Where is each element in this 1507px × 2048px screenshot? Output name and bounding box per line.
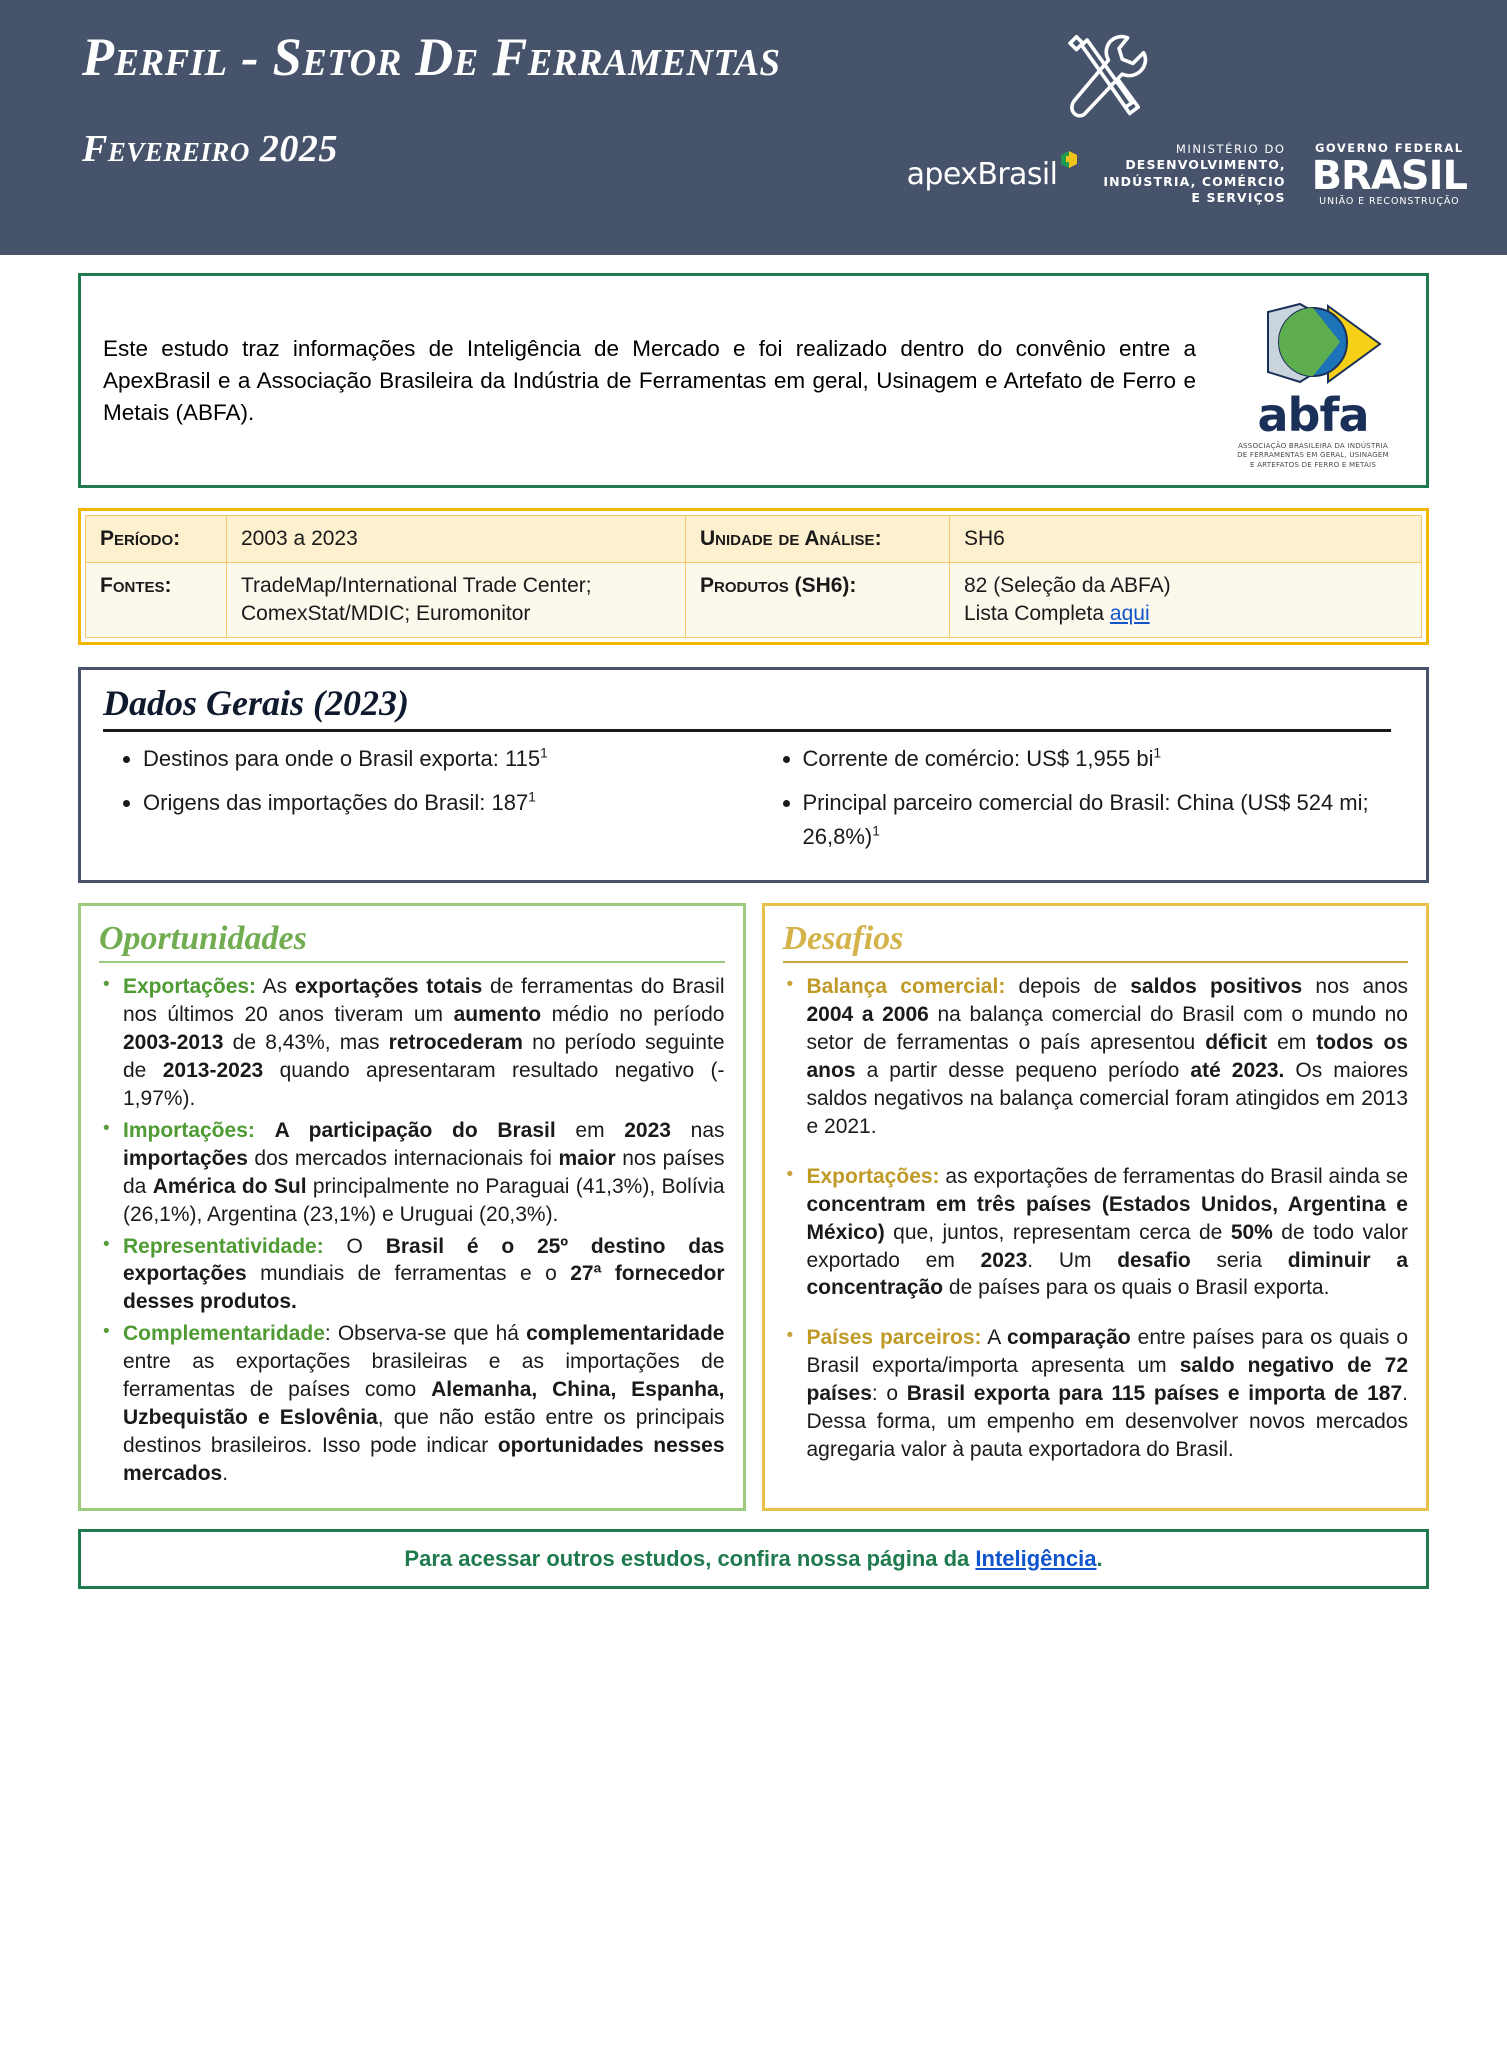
list-item-body: as exportações de ferramentas do Brasil ainda se concentram em três países (Estados Unidos, Argentina e México) que, juntos, representam cerca de 50% de todo valor exportado em 2023. Um desafio seria diminuir a concentração de países para os quais o Brasil exporta.	[806, 1164, 1408, 1300]
page-title: Perfil - Setor De Ferramentas	[82, 27, 781, 87]
list-item-text: Principal parceiro comercial do Brasil: China (US$ 524 mi; 26,8%)	[802, 789, 1369, 849]
abfa-emblem-icon	[1228, 292, 1398, 396]
desafios-panel	[762, 903, 1430, 1511]
footer-text	[91, 1546, 1416, 1572]
list-item	[123, 1233, 725, 1317]
lista-completa-link[interactable]: aqui	[1109, 602, 1150, 626]
list-item	[143, 786, 745, 820]
oportunidades-divider	[99, 961, 725, 963]
dados-gerais-title: Dados Gerais (2023)	[103, 682, 409, 723]
abfa-subtitle-line-3: E ARTEFATOS DE FERRO E METAIS	[1249, 459, 1377, 469]
inteligencia-link[interactable]: Inteligência	[975, 1545, 1097, 1571]
metadata-table	[85, 515, 1422, 638]
list-item	[123, 1320, 725, 1488]
page-body	[0, 273, 1507, 1589]
footer-text-before: Para acessar outros estudos, confira nossa página da	[404, 1545, 976, 1571]
metadata-box	[78, 508, 1429, 645]
produtos-line-1: 82 (Seleção da ABFA)	[964, 574, 1171, 598]
apexbrasil-logo	[907, 157, 1078, 192]
list-item-footnote: 1	[540, 745, 548, 761]
mdic-line-2: DESENVOLVIMENTO,	[1125, 157, 1286, 173]
table-row	[86, 563, 1422, 638]
abfa-logo	[1218, 292, 1408, 469]
oportunidades-panel	[78, 903, 746, 1511]
list-item-body: O Brasil é o 25º destino das exportações mundiais de ferramentas e o 27ª fornecedor desses produtos.	[123, 1234, 725, 1314]
list-item	[143, 742, 745, 776]
governo-federal-brasil-text: BRASIL	[1311, 152, 1467, 199]
list-item-text: Origens das importações do Brasil: 187	[143, 789, 529, 815]
list-item-footnote: 1	[528, 789, 536, 805]
page-date: Fevereiro 2025	[82, 128, 338, 170]
apexbrasil-flag-icon	[1061, 151, 1077, 170]
fontes-label: Fontes:	[86, 563, 227, 638]
list-item	[807, 1163, 1409, 1303]
mdic-logo	[1103, 142, 1285, 207]
list-item-text: Destinos para onde o Brasil exporta: 115	[143, 745, 541, 771]
periodo-label: Período:	[86, 516, 227, 563]
abfa-subtitle-line-1: ASSOCIAÇÃO BRASILEIRA DA INDÚSTRIA	[1238, 440, 1388, 450]
header-logos	[907, 142, 1467, 207]
fontes-line-1: TradeMap/International Trade Center;	[241, 574, 592, 598]
list-item-lead: Importações:	[123, 1118, 255, 1142]
desafios-title: Desafios	[782, 919, 904, 957]
list-item-lead: Países parceiros:	[806, 1326, 982, 1350]
list-item-body: depois de saldos positivos nos anos 2004 a 2006 na balança comercial do Brasil com o mundo no setor de ferramentas o país apresentou déficit em todos os anos a partir desse pequeno período até 2023. Os maiores saldos negativos na balança comercial foram atingidos em 2013 e 2021.	[806, 975, 1409, 1138]
oportunidades-title: Oportunidades	[99, 919, 307, 957]
intro-box	[78, 273, 1429, 488]
list-item-body: A comparação entre países para os quais o Brasil exporta/importa apresenta um saldo negativo de 72 países: o Brasil exporta para 115 países e importa de 187. Dessa forma, um empenho em desenvolver novos mercados agregaria valor à pauta exportadora do Brasil.	[806, 1326, 1409, 1462]
footer-box	[78, 1529, 1429, 1589]
unidade-analise-value: SH6	[950, 516, 1422, 563]
list-item	[803, 786, 1405, 854]
governo-federal-top-text: GOVERNO FEDERAL	[1314, 141, 1464, 155]
lista-completa-text: Lista Completa	[964, 602, 1110, 626]
tools-wrench-screwdriver-icon	[1048, 24, 1156, 122]
abfa-wordmark: abfa	[1257, 388, 1369, 442]
desafios-divider	[783, 961, 1409, 963]
list-item	[803, 742, 1405, 776]
produtos-value	[950, 563, 1422, 638]
desafios-list	[783, 973, 1409, 1464]
list-item-body: : Observa-se que há complementaridade entre as exportações brasileiras e as importações de ferramentas de países como Alemanha, China, Espanha, Uzbequistão e Eslovênia, que não estão entre os principais destinos brasileiros. Isso pode indicar oportunidades nesses mercados.	[123, 1322, 725, 1485]
fontes-line-2: ComexStat/MDIC; Euromonitor	[241, 602, 531, 626]
table-row	[86, 516, 1422, 563]
list-item	[123, 1117, 725, 1229]
mdic-line-1: MINISTÉRIO DO	[1175, 142, 1286, 157]
unidade-analise-label: Unidade de Análise:	[686, 516, 950, 563]
list-item-lead: Exportações:	[123, 975, 257, 999]
list-item-footnote: 1	[872, 823, 880, 839]
list-item-lead: Balança comercial:	[806, 975, 1006, 999]
abfa-subtitle-line-2: DE FERRAMENTAS EM GERAL, USINAGEM	[1237, 450, 1389, 460]
list-item-lead: Representatividade:	[123, 1234, 324, 1258]
governo-federal-logo	[1312, 142, 1467, 207]
dados-gerais-divider	[103, 729, 1391, 732]
abfa-subtitle	[1218, 441, 1408, 470]
page-header	[0, 0, 1507, 255]
produtos-line-2	[964, 600, 1407, 628]
governo-federal-bottom-text: UNIÃO E RECONSTRUÇÃO	[1319, 195, 1460, 207]
fontes-value	[227, 563, 686, 638]
list-item	[807, 1324, 1409, 1464]
dados-gerais-left-list	[117, 742, 745, 820]
list-item	[123, 973, 725, 1113]
list-item-footnote: 1	[1153, 745, 1162, 761]
apexbrasil-logo-text: apexBrasil	[906, 157, 1058, 193]
oportunidades-list	[99, 973, 725, 1488]
intro-text: Este estudo traz informações de Inteligência de Mercado e foi realizado dentro do convênio entre a ApexBrasil e a Associação Brasileira da Indústria de Ferramentas em geral, Usinagem e Artefato de Ferro e Metais (ABFA).	[103, 335, 1196, 425]
list-item-body: As exportações totais de ferramentas do Brasil nos últimos 20 anos tiveram um aumento médio no período 2003-2013 de 8,43%, mas retrocederam no período seguinte de 2013-2023 quando apresentaram resultado negativo (- 1,97%).	[123, 975, 725, 1110]
list-item-lead: Exportações:	[806, 1164, 940, 1188]
list-item-lead: Complementaridade	[123, 1322, 325, 1346]
mdic-line-3: INDÚSTRIA, COMÉRCIO	[1103, 173, 1286, 189]
produtos-label: Produtos (SH6):	[686, 563, 950, 638]
periodo-value: 2003 a 2023	[227, 516, 686, 563]
list-item-text: Corrente de comércio: US$ 1,955 bi	[802, 745, 1154, 771]
list-item-body: A participação do Brasil em 2023 nas importações dos mercados internacionais foi maior nos países da América do Sul principalmente no Paraguai (41,3%), Bolívia (26,1%), Argentina (23,1%) e Uruguai (20,3%).	[123, 1118, 725, 1226]
dados-gerais-columns	[103, 742, 1404, 864]
list-item	[807, 973, 1409, 1141]
footer-text-after: .	[1096, 1545, 1103, 1571]
mdic-line-4: E SERVIÇOS	[1191, 190, 1286, 206]
dados-gerais-box	[78, 667, 1429, 883]
dados-gerais-right-list	[777, 742, 1405, 854]
dados-gerais-left-column	[103, 742, 745, 864]
dados-gerais-right-column	[763, 742, 1405, 864]
panels-row	[78, 903, 1429, 1511]
